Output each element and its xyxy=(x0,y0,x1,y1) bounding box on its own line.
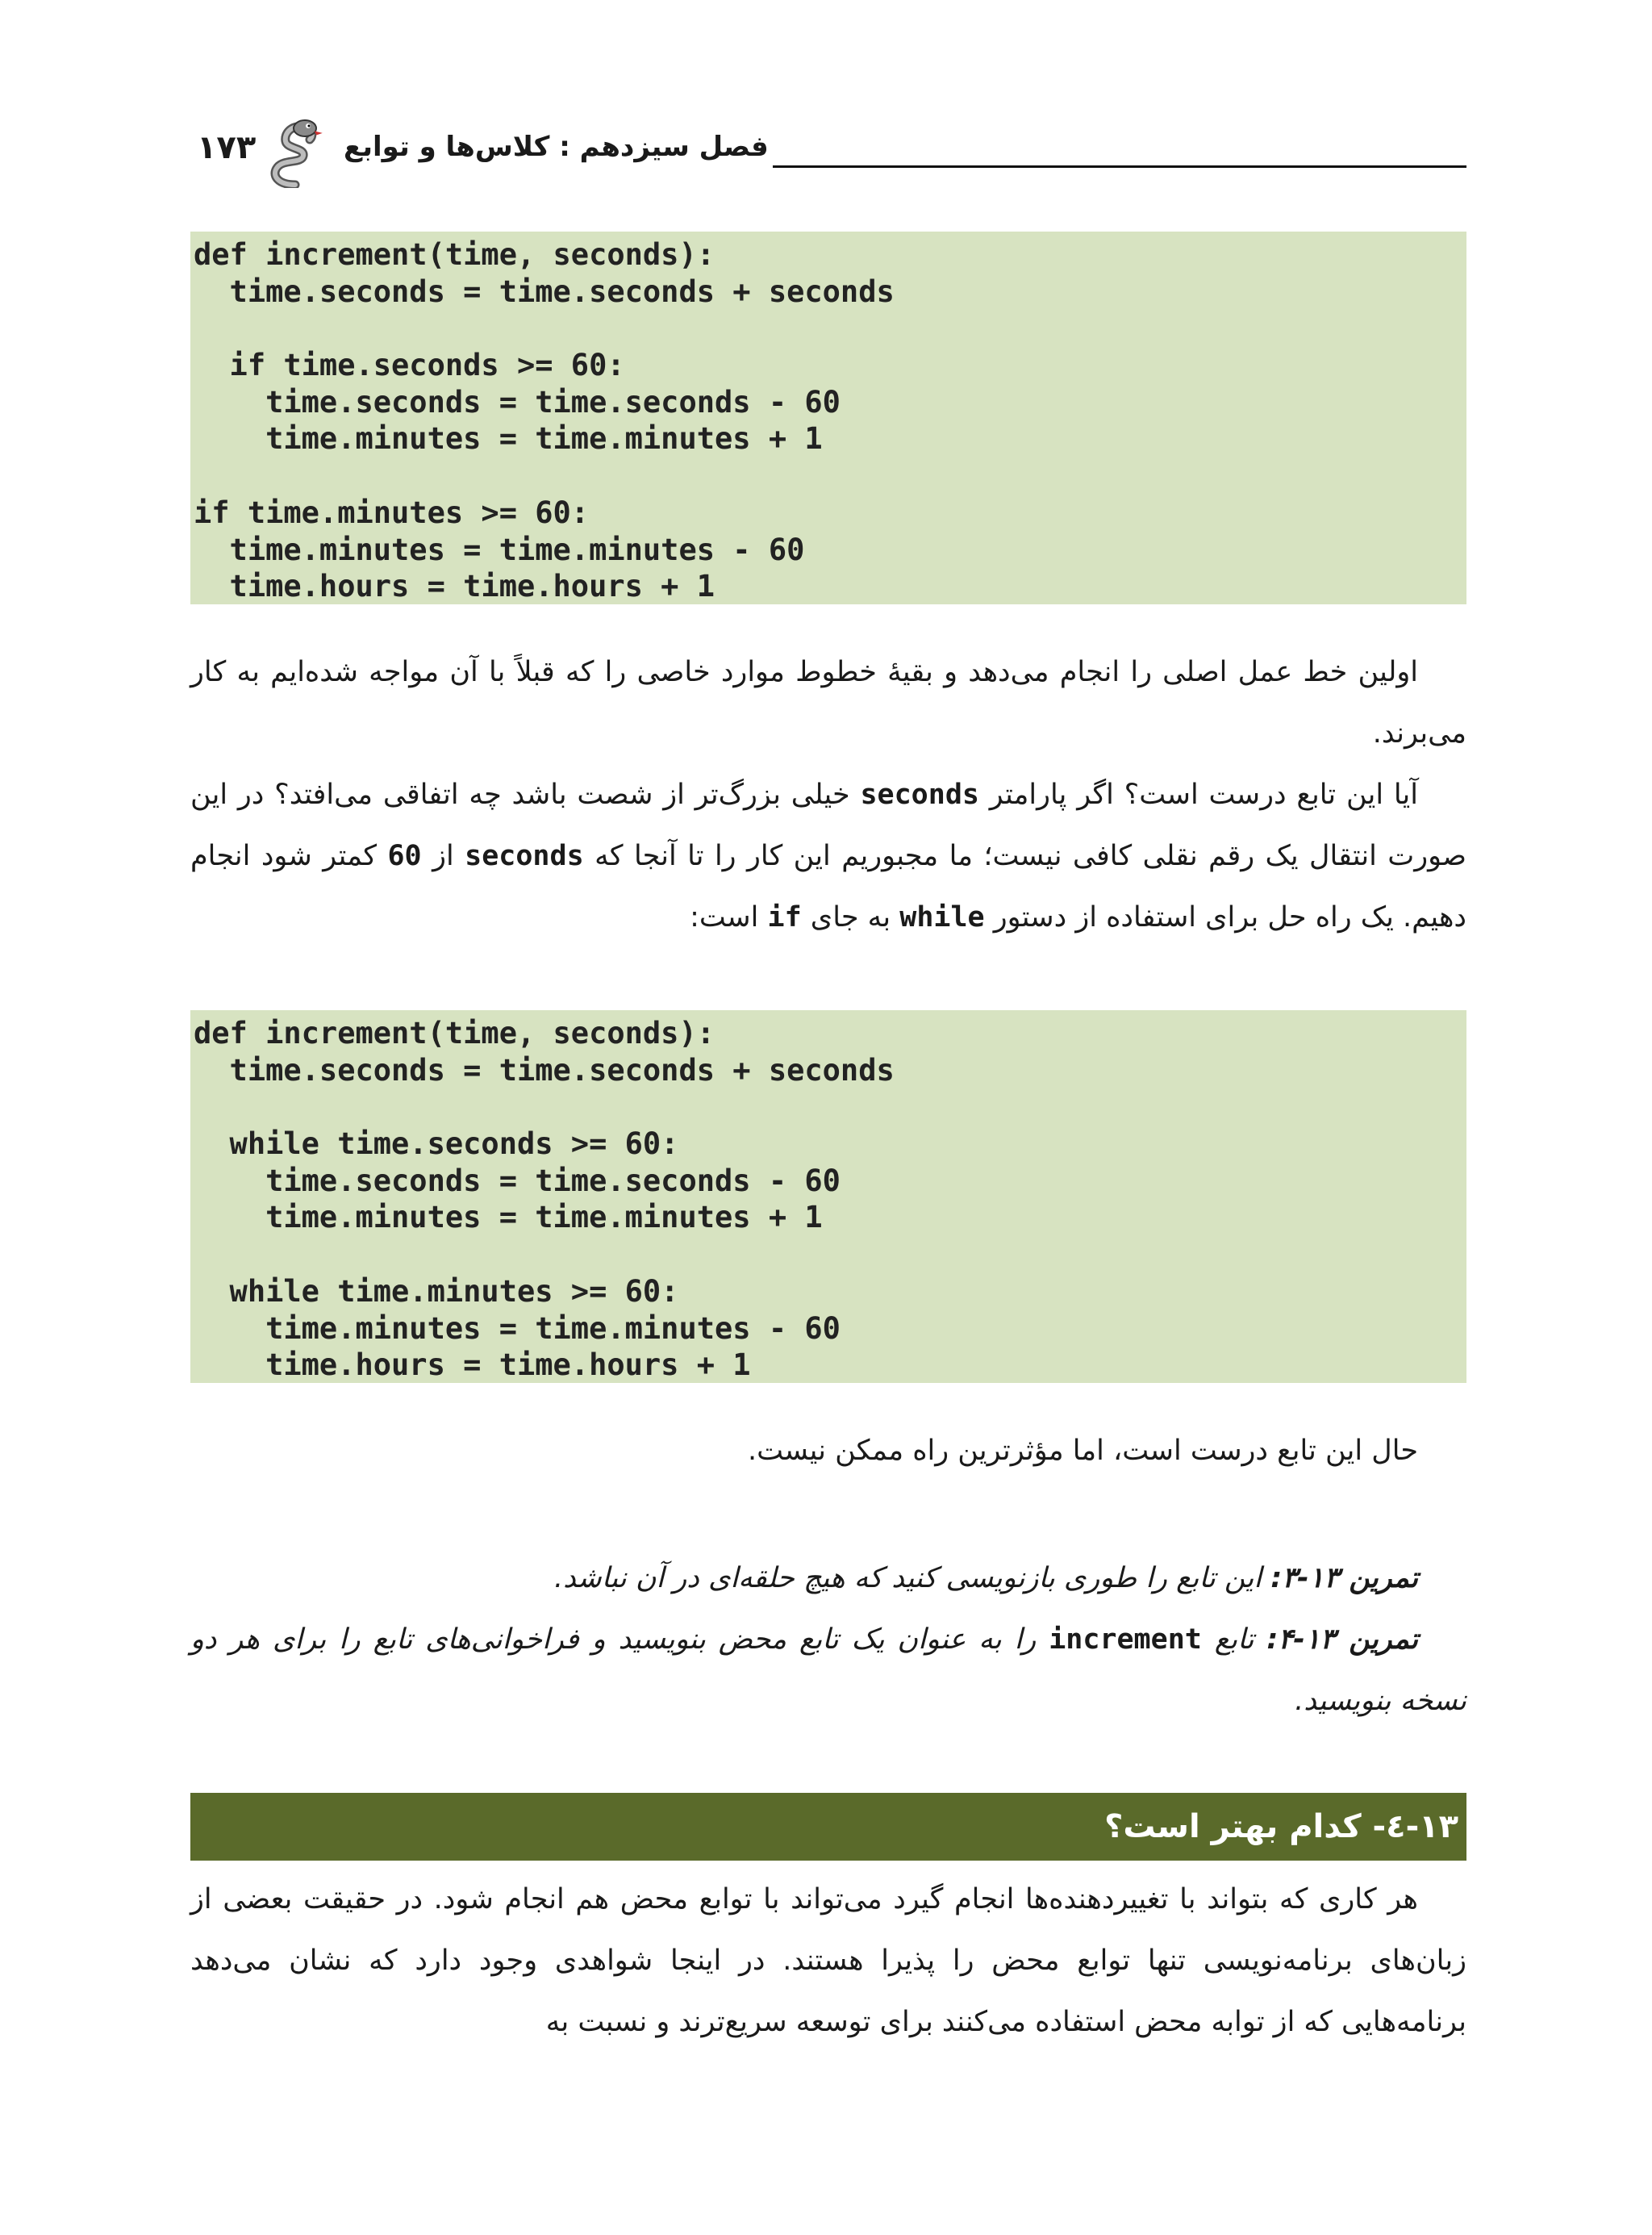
section-heading: ۱۳-٤- کدام بهتر است؟ xyxy=(190,1793,1466,1861)
exercise-4-text-a: تابع xyxy=(1214,1623,1254,1656)
code-line: def increment(time, seconds): xyxy=(194,237,715,272)
paragraph-1 xyxy=(190,641,1466,764)
code-line: time.minutes = time.minutes + 1 xyxy=(194,1200,823,1235)
code-line: time.seconds = time.seconds + seconds xyxy=(194,274,895,309)
paragraph-3 xyxy=(190,1420,1466,1481)
code-line: time.minutes = time.minutes + 1 xyxy=(194,421,823,457)
code-line: if time.minutes >= 60: xyxy=(194,495,590,530)
code-while: while xyxy=(899,901,985,934)
code-line xyxy=(194,1236,1466,1273)
code-block-while xyxy=(190,1010,1466,1383)
code-block-if xyxy=(190,232,1466,604)
code-seconds-2: seconds xyxy=(465,840,584,872)
paragraph-2-part-e: به جای xyxy=(810,901,891,934)
exercise-13-3 xyxy=(190,1548,1466,1609)
exercise-3-label: تمرین ۱۳-۳: xyxy=(1270,1562,1418,1594)
code-line: time.minutes = time.minutes - 60 xyxy=(194,532,805,567)
code-line xyxy=(194,310,1466,347)
exercise-4-label: تمرین ۱۳-۴: xyxy=(1266,1623,1418,1656)
paragraph-2-part-c: از xyxy=(432,840,454,872)
code-seconds: seconds xyxy=(860,779,979,811)
code-line: time.hours = time.hours + 1 xyxy=(194,1347,751,1383)
paragraph-2-part-d: کمتر شود انجام دهیم. یک راه حل برای استفاده از دستور xyxy=(190,840,1466,934)
code-increment: increment xyxy=(1049,1623,1202,1656)
code-line xyxy=(194,457,1466,495)
code-line: while time.minutes >= 60: xyxy=(194,1273,679,1309)
code-if: if xyxy=(767,901,802,934)
page-number: ۱۷۳ xyxy=(197,129,257,166)
paragraph-2 xyxy=(190,764,1466,948)
paragraph-1-text: اولین خط عمل اصلی را انجام می‌دهد و بقیهٔ خطوط موارد خاصی را که قبلاً با آن مواجه شده‌ایم به کار می‌برند. xyxy=(190,656,1466,750)
code-line: while time.seconds >= 60: xyxy=(194,1126,679,1162)
code-line xyxy=(194,1088,1466,1126)
python-snake-mascot-icon xyxy=(263,117,327,188)
header-rule xyxy=(773,165,1466,168)
code-line: time.seconds = time.seconds - 60 xyxy=(194,1163,841,1198)
code-line: if time.seconds >= 60: xyxy=(194,348,625,383)
page-header xyxy=(190,121,1466,194)
paragraph-2-part-f: است: xyxy=(690,901,759,934)
paragraph-3-text: حال این تابع درست است، اما مؤثرترین راه ممکن نیست. xyxy=(747,1435,1418,1467)
paragraph-2-part-b: خیلی بزرگ‌تر از شصت باشد چه اتفاقی می‌افتد؟ در این صورت انتقال یک رقم نقلی کافی نیست؛ ما مجبوریم این کار را تا آنجا که xyxy=(190,779,1466,872)
paragraph-4-text: هر کاری که بتواند با تغییردهنده‌ها انجام گیرد می‌تواند با توابع محض هم انجام شود. در حقیقت بعضی از زبان‌های برنامه‌نویسی تنها توابع محض را پذیرا هستند. در اینجا شواهدی وجود دارد که نشان می‌دهد برنامه‌هایی که از توابه محض استفاده می‌کنند برای توسعه سریع‌ترند و نسبت به xyxy=(190,1883,1466,2038)
code-line: time.hours = time.hours + 1 xyxy=(194,569,715,604)
paragraph-4 xyxy=(190,1869,1466,2053)
exercise-4-text-b: را به عنوان یک تابع محض بنویسید و فراخوانی‌های تابع را برای هر دو نسخه بنویسید. xyxy=(190,1623,1466,1717)
exercise-13-4 xyxy=(190,1609,1466,1732)
chapter-title: فصل سیزدهم : کلاس‌ها و توابع xyxy=(344,131,769,163)
code-60: 60 xyxy=(387,840,422,872)
code-line: time.seconds = time.seconds - 60 xyxy=(194,384,841,420)
paragraph-2-part-a: آیا این تابع درست است؟ اگر پارامتر xyxy=(989,779,1418,811)
code-line: time.minutes = time.minutes - 60 xyxy=(194,1310,841,1346)
exercise-3-text: این تابع را طوری بازنویسی کنید که هیچ حلقه‌ای در آن نباشد. xyxy=(553,1562,1262,1594)
code-line: def increment(time, seconds): xyxy=(194,1016,715,1051)
code-line: time.seconds = time.seconds + seconds xyxy=(194,1052,895,1088)
